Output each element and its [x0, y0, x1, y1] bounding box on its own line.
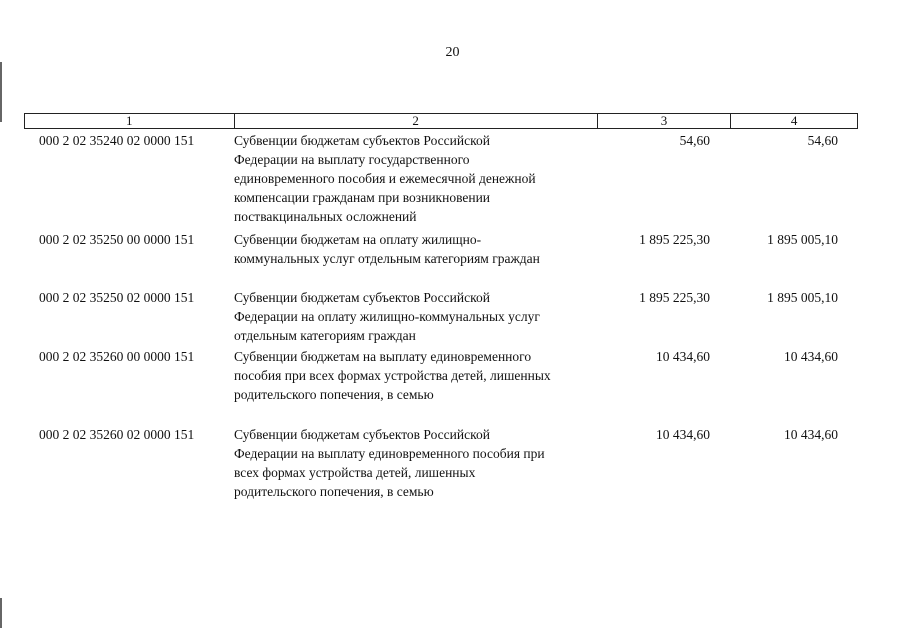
row-description — [234, 347, 594, 404]
amount-col-3: 1 895 225,30 — [639, 290, 710, 305]
description-line: Субвенции бюджетам субъектов Российской — [234, 133, 490, 148]
description-line: пособия при всех формах устройства детей, лишенных — [234, 368, 551, 383]
scan-edge-mark-top — [0, 62, 2, 122]
header-col-4: 4 — [790, 113, 798, 128]
description-line: Субвенции бюджетам субъектов Российской — [234, 427, 490, 442]
amount-col-4: 10 434,60 — [784, 427, 838, 442]
description-line: Федерации на оплату жилищно-коммунальных услуг — [234, 309, 540, 324]
header-col-3: 3 — [598, 114, 732, 128]
description-line: Субвенции бюджетам на выплату единовременного — [234, 349, 532, 364]
budget-code: 000 2 02 35260 02 0000 151 — [39, 427, 195, 442]
page-number: 20 — [445, 45, 460, 60]
description-line: компенсации гражданам при возникновении — [234, 190, 491, 205]
row-description — [234, 230, 594, 268]
amount-col-4: 10 434,60 — [784, 349, 838, 364]
amount-col-4: 1 895 005,10 — [767, 290, 838, 305]
description-line: поствакцинальных осложнений — [234, 209, 417, 224]
amount-col-3: 10 434,60 — [656, 349, 710, 364]
description-line: отдельным категориям граждан — [234, 328, 416, 343]
budget-code: 000 2 02 35250 02 0000 151 — [39, 290, 195, 305]
amount-col-3: 1 895 225,30 — [639, 232, 710, 247]
description-line: Субвенции бюджетам субъектов Российской — [234, 290, 490, 305]
description-line: Федерации на выплату единовременного пособия при — [234, 446, 545, 461]
amount-col-3: 54,60 — [679, 133, 710, 148]
amount-col-4: 1 895 005,10 — [767, 232, 838, 247]
description-line: родительского попечения, в семью — [234, 387, 434, 402]
row-description — [234, 131, 594, 226]
row-description — [234, 425, 594, 501]
row-description — [234, 288, 594, 345]
header-col-2: 2 — [235, 114, 598, 128]
description-line: родительского попечения, в семью — [234, 484, 434, 499]
description-line: Федерации на выплату государственного — [234, 152, 470, 167]
description-line: коммунальных услуг отдельным категориям граждан — [234, 251, 540, 266]
scan-edge-mark-bottom — [0, 598, 2, 628]
budget-code: 000 2 02 35250 00 0000 151 — [39, 232, 195, 247]
amount-col-4: 54,60 — [807, 133, 838, 148]
description-line: всех формах устройства детей, лишенных — [234, 465, 476, 480]
description-line: единовременного пособия и ежемесячной денежной — [234, 171, 536, 186]
description-line: Субвенции бюджетам на оплату жилищно- — [234, 232, 482, 247]
amount-col-3: 10 434,60 — [656, 427, 710, 442]
header-col-1: 1 — [25, 114, 235, 128]
budget-code: 000 2 02 35240 02 0000 151 — [39, 133, 195, 148]
budget-code: 000 2 02 35260 00 0000 151 — [39, 349, 195, 364]
table-header — [24, 113, 858, 129]
